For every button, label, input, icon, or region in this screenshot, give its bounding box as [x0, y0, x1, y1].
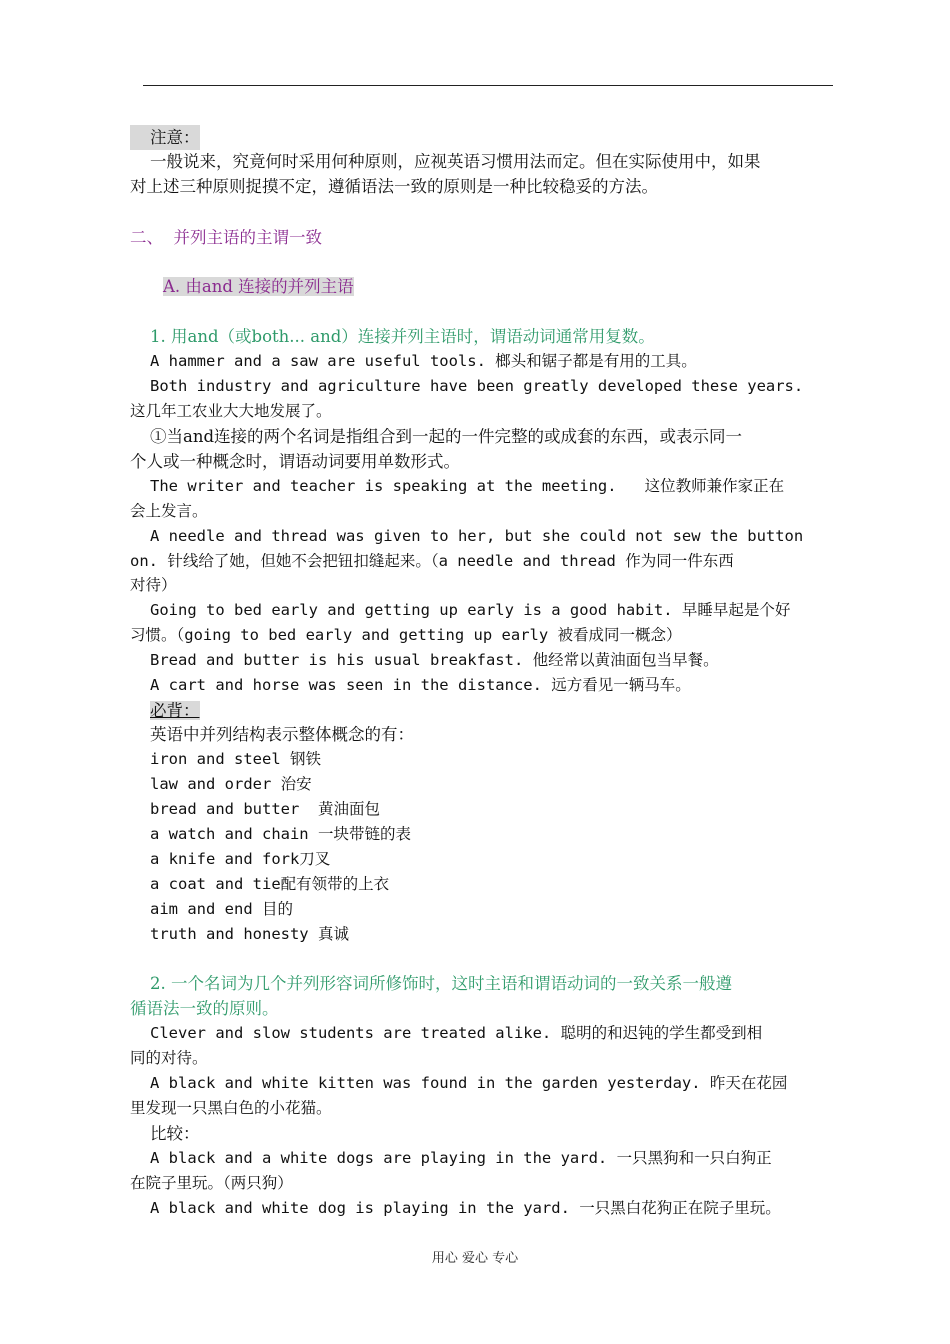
example-line: 同的对待。	[130, 1049, 208, 1067]
example-line: Bread and butter is his usual breakfast. 他经常以黄油面包当早餐。	[150, 651, 719, 669]
example-line: The writer and teacher is speaking at the meeting. 这位教师兼作家正在	[150, 477, 785, 495]
memorize-item: iron and steel 钢铁	[150, 750, 321, 768]
memorize-item: truth and honesty 真诚	[150, 925, 349, 943]
header-rule	[143, 85, 833, 86]
example-line: 对待）	[130, 576, 177, 594]
example-line: 习惯。（going to bed early and getting up early 被看成同一概念）	[130, 626, 682, 644]
example-line: Both industry and agriculture have been greatly developed these years.	[150, 377, 804, 395]
notice-line-1: 一般说来，究竟何时采用何种原则，应视英语习惯用法而定。但在实际使用中，如果	[150, 152, 761, 171]
example-line: A hammer and a saw are useful tools. 榔头和锯子都是有用的工具。	[150, 352, 697, 370]
memorize-item: a watch and chain 一块带链的表	[150, 825, 411, 843]
memorize-item: law and order 治安	[150, 775, 312, 793]
notice-line-2: 对上述三种原则捉摸不定，遵循语法一致的原则是一种比较稳妥的方法。	[130, 177, 658, 196]
example-line: A black and white kitten was found in the garden yesterday. 昨天在花园	[150, 1074, 788, 1092]
example-line: Clever and slow students are treated alike. 聪明的和迟钝的学生都受到相	[150, 1024, 763, 1042]
rule-note: 个人或一种概念时，谓语动词要用单数形式。	[130, 452, 460, 471]
example-line: Going to bed early and getting up early is a good habit. 早睡早起是个好	[150, 601, 791, 619]
page-footer: 用心 爱心 专心	[431, 1251, 519, 1266]
rule2-heading: 2. 一个名词为几个并列形容词所修饰时，这时主语和谓语动词的一致关系一般遵	[150, 974, 732, 993]
example-line: 会上发言。	[130, 502, 208, 520]
memorize-item: a knife and fork刀叉	[150, 850, 331, 868]
example-line: 这几年工农业大大地发展了。	[130, 402, 332, 420]
memorize-item: a coat and tie配有领带的上衣	[150, 875, 390, 893]
memorize-intro: 英语中并列结构表示整体概念的有：	[150, 725, 414, 744]
memorize-label	[150, 698, 200, 723]
example-line: A needle and thread was given to her, but she could not sew the button	[150, 527, 804, 545]
subsection-label: A. 由and 连接的并列主语	[163, 277, 354, 296]
example-line: A black and a white dogs are playing in the yard. 一只黑狗和一只白狗正	[150, 1149, 772, 1167]
memorize-item: bread and butter 黄油面包	[150, 800, 380, 818]
example-line: A black and white dog is playing in the yard. 一只黑白花狗正在院子里玩。	[150, 1199, 781, 1217]
example-line: 在院子里玩。（两只狗）	[130, 1174, 293, 1192]
section-heading: 二、 并列主语的主谓一致	[130, 228, 322, 247]
rule1-heading: 1. 用and（或both... and）连接并列主语时，谓语动词通常用复数。	[150, 327, 655, 346]
rule2-heading: 循语法一致的原则。	[130, 999, 279, 1018]
compare-label: 比较：	[150, 1124, 200, 1143]
memorize-label-text: 必背：	[150, 701, 200, 720]
example-line: on. 针线给了她，但她不会把钮扣缝起来。（a needle and thread 作为同一件东西	[130, 552, 734, 570]
subsection-heading	[163, 274, 354, 299]
rule-note: ①当and连接的两个名词是指组合到一起的一件完整的或成套的东西，或表示同一	[150, 427, 743, 446]
memorize-item: aim and end 目的	[150, 900, 293, 918]
example-line: 里发现一只黑白色的小花猫。	[130, 1099, 332, 1117]
example-line: A cart and horse was seen in the distance. 远方看见一辆马车。	[150, 676, 691, 694]
notice-label: 注意：	[130, 125, 200, 150]
